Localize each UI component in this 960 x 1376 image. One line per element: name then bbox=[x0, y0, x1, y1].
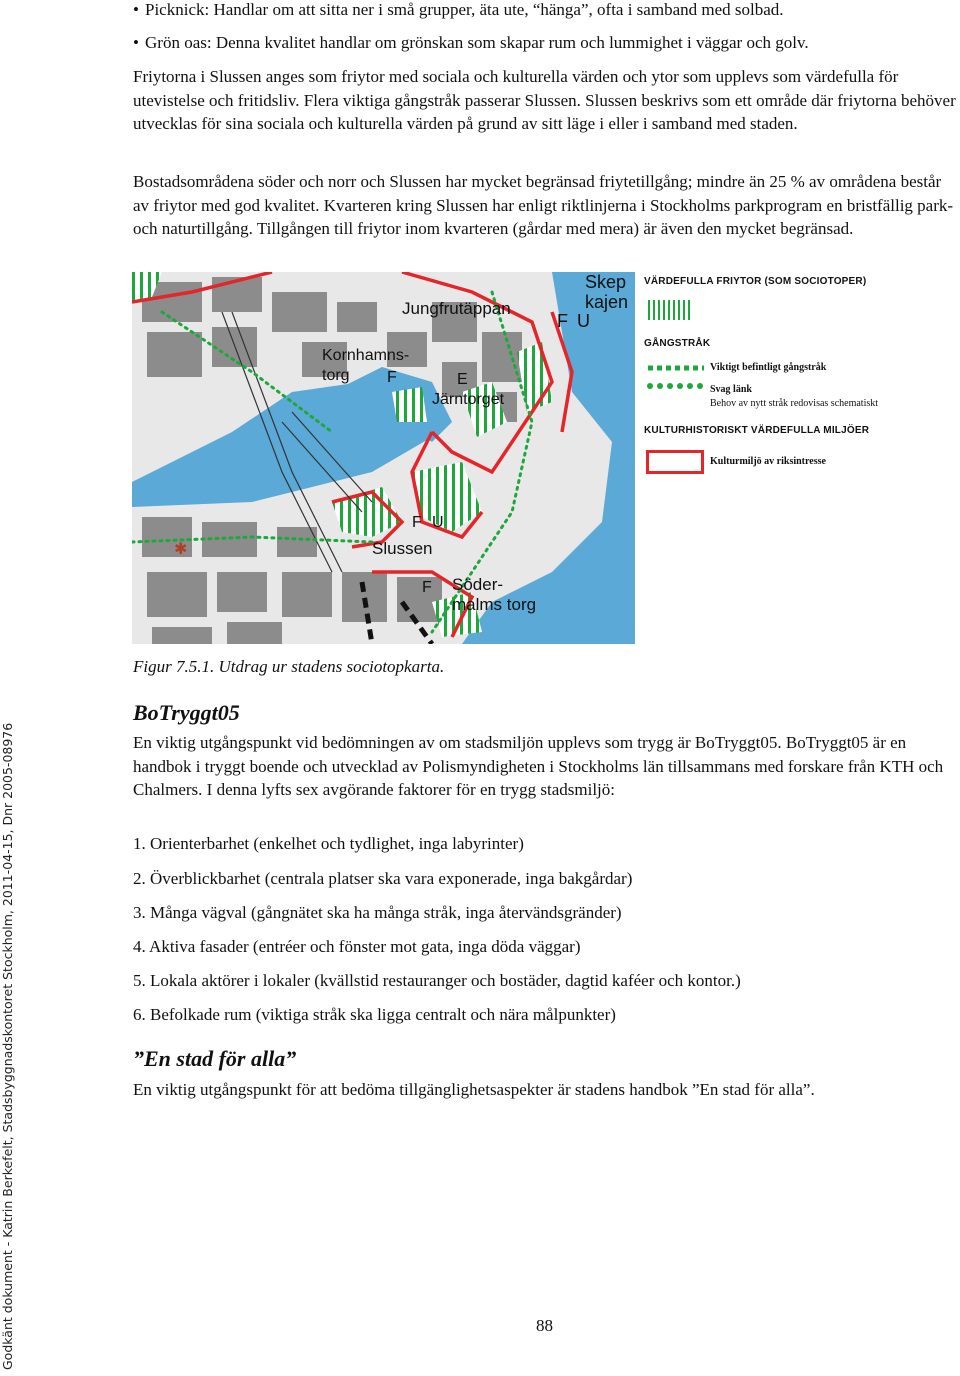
map-label-f3: F bbox=[412, 514, 422, 531]
paragraph-botryggt: En viktig utgångspunkt vid bedömningen av om stadsmiljön upplevs som trygg är BoTryggt05. BoTryggt05 är en handbok i tryggt boende och utvecklad av Polismyndigheten i Stockholms län tillsammans med forskare från KTH och Chalmers. I denna lyfts sex avgörande faktorer för en trygg stadsmiljö: bbox=[133, 733, 944, 799]
map-label-torg: torg bbox=[322, 367, 350, 384]
bullet-picknick: • Picknick: Handlar om att sitta ner i små grupper, äta ute, “hänga”, ofta i samband med solbad. bbox=[133, 0, 784, 19]
bullet-gron-oas: • Grön oas: Denna kvalitet handlar om grönskan som skapar rum och lummighet i väggar och golv. bbox=[133, 33, 809, 52]
heading-botryggt: BoTryggt05 bbox=[133, 700, 240, 725]
map-label-kajen: kajen bbox=[585, 292, 629, 312]
paragraph-bostadsomraden: Bostadsområdena söder och norr och Slussen har mycket begränsad friytetillgång; mindre än 25 % av områdena består av friytor med god kvalitet. Kvarteren kring Slussen har enligt riktlinjerna i Stockholms parkprogram en bristfällig park- och naturtillgång. Tillgången till friytor inom kvarteren (gårdar med mera) är även den mycket begränsad. bbox=[133, 172, 954, 238]
list-item: 2. Överblickbarhet (centrala platser ska vara exponerade, inga bakgårdar) bbox=[133, 869, 633, 888]
legend-kulturmiljo: Kulturmiljö av riksintresse bbox=[710, 456, 826, 467]
map-label-u1: U bbox=[577, 311, 590, 331]
map-label-malms-torg: malms torg bbox=[452, 595, 537, 614]
figure-caption: Figur 7.5.1. Utdrag ur stadens sociotopkarta. bbox=[133, 657, 445, 676]
map-label-f2: F bbox=[387, 369, 397, 386]
map-label-slussen: Slussen bbox=[372, 539, 433, 558]
map-label-jarntorget: Järntorget bbox=[432, 391, 505, 408]
list-item: 1. Orienterbarhet (enkelhet och tydlighet, inga labyrinter) bbox=[133, 834, 524, 853]
page-number: 88 bbox=[536, 1316, 553, 1335]
map-label-u2: U bbox=[432, 514, 444, 531]
legend-title-gangstrak: GÅNGSTRÅK bbox=[644, 338, 711, 349]
approval-sidebar: Godkänt dokument - Katrin Berkefelt, Stadsbyggnadskontoret Stockholm, 2011-04-15, Dnr 2005-08976 bbox=[0, 722, 15, 1370]
map-label-f4: F bbox=[422, 579, 432, 596]
list-item: 5. Lokala aktörer i lokaler (kvällstid restauranger och bostäder, dagtid kaféer och kontor.) bbox=[133, 971, 741, 990]
map-label-soder: Söder- bbox=[452, 575, 504, 594]
legend-svag: Svag länk bbox=[710, 384, 752, 395]
legend-path-swatches bbox=[646, 362, 706, 396]
sociotope-map bbox=[132, 272, 635, 644]
legend-title-friytor: VÄRDEFULLA FRIYTOR (SOM SOCIOTOPER) bbox=[644, 276, 867, 287]
map-star-marker: ✱ bbox=[174, 541, 188, 558]
legend-hatch-swatch bbox=[648, 300, 698, 322]
map-label-skep: Skep bbox=[585, 272, 627, 292]
list-item: 3. Många vägval (gångnätet ska ha många stråk, inga återvändsgränder) bbox=[133, 903, 622, 922]
map-legend bbox=[638, 272, 918, 472]
map-label-jungfrutappan: Jungfrutäppan bbox=[402, 299, 511, 318]
paragraph-stad-for-alla: En viktig utgångspunkt för att bedöma tillgänglighetsaspekter är stadens handbok ”En stad för alla”. bbox=[133, 1080, 815, 1099]
legend-behov: Behov av nytt stråk redovisas schematiskt bbox=[710, 398, 879, 409]
map-label-f1: F bbox=[557, 311, 568, 331]
map-label-kornhamns: Kornhamns- bbox=[322, 347, 410, 364]
legend-red-swatch bbox=[646, 450, 704, 474]
paragraph-friytorna: Friytorna i Slussen anges som friytor med sociala och kulturella värden och ytor som upplevs som värdefulla för utevistelse och fritidsliv. Flera viktiga gångstråk passerar Slussen. Slussen beskrivs som ett område där friytorna behöver utvecklas för sina sociala och kulturella värden på grund av sitt läge i eller i samband med staden. bbox=[133, 67, 956, 133]
legend-title-kultur: KULTURHISTORISKT VÄRDEFULLA MILJÖER bbox=[644, 425, 870, 436]
list-item: 4. Aktiva fasader (entréer och fönster mot gata, inga döda väggar) bbox=[133, 937, 581, 956]
heading-stad-for-alla: ”En stad för alla” bbox=[133, 1046, 297, 1071]
list-item: 6. Befolkade rum (viktiga stråk ska ligga centralt och nära målpunkter) bbox=[133, 1005, 616, 1024]
map-label-e: E bbox=[457, 371, 468, 388]
legend-viktigt: Viktigt befintligt gångstråk bbox=[710, 362, 827, 373]
